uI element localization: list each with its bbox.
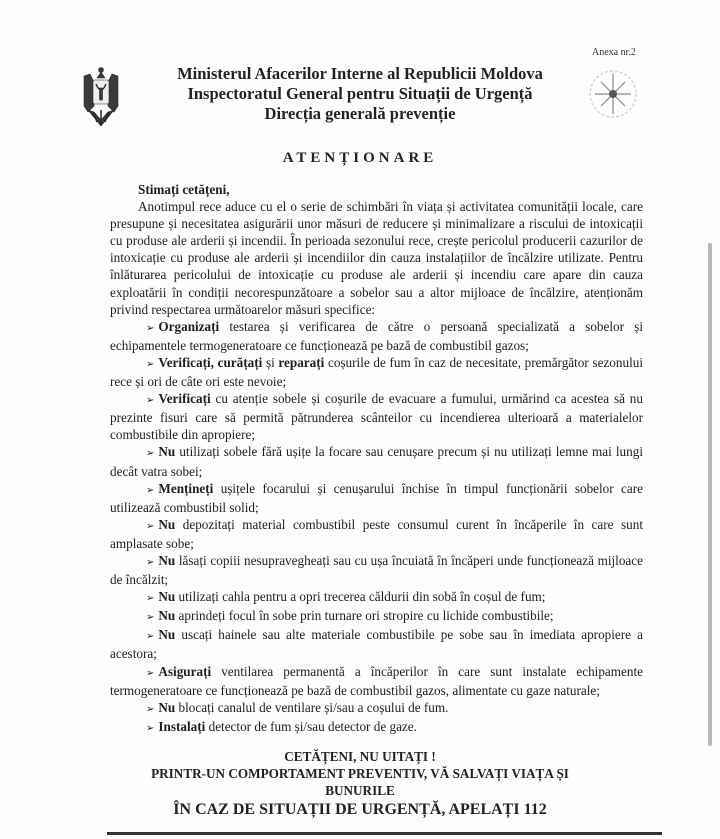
list-item: ➢ Nu uscați hainele sau alte materiale combustibile pe sobe sau în imediata apropiere a acestora; xyxy=(110,627,643,662)
moldova-coat-of-arms-icon xyxy=(82,66,120,128)
list-item: ➢ Nu depozitați material combustibil peste consumul curent în încăperile în care sunt amplasate sobe; xyxy=(110,516,643,551)
list-item: ➢ Nu blocați canalul de ventilare și/sau a coșului de fum. xyxy=(146,699,449,715)
footer-line-emergency-number: ÎN CAZ DE SITUAȚII DE URGENȚĂ, APELAȚI 112 xyxy=(173,801,547,818)
list-item: ➢ Asigurați ventilarea permanentă a încăperilor în care sunt instalate echipamente termogeneratoare ce funcționează pe bază de combustibil gazos, alimentate cu gaze naturale; xyxy=(110,663,643,698)
footer-line-reminder: CETĂȚENI, NU UITAȚI ! xyxy=(284,749,436,764)
inspectorate-name: Inspectoratul General pentru Situații de Urgență xyxy=(187,84,533,103)
list-item: ➢ Verificați, curățați și reparați coșurile de fum în caz de necesitate, premărgător sezonului rece și ori de câte ori este nevoie; xyxy=(110,354,643,390)
arrow-bullet-icon: ➢ xyxy=(146,322,155,334)
ministry-name: Ministerul Afacerilor Interne al Republicii Moldova xyxy=(177,64,543,83)
arrow-bullet-icon: ➢ xyxy=(146,722,155,734)
list-item: ➢ Nu utilizați sobele fără ușițe la focare sau cenușare precum și nu utilizați lemne mai lungi decât vatra sobei; xyxy=(110,444,643,479)
intro-paragraph: Anotimpul rece aduce cu el o serie de schimbări în viața și activitatea comunității locale, care presupune și necesitatea asigurării unor măsuri de reducere și minimalizare a riscului de intoxicații cu produse ale arderii și incendii. În perioada sezonului rece, crește pericolul producerii cazurilor de intoxicație cu produse ale arderii și incendiilor din cauza instalațiilor de încălzire utilizate. Pentru înlăturarea pericolului de intoxicație cu produse ale arderii și incendiu care apare din cauza exploatării în condiții necorespunzătoare a sobelor sau a altor mijloace de încălzire, atenționăm privind respectarea următoarelor măsuri specifice: xyxy=(110,199,643,317)
annex-label: Anexa nr.2 xyxy=(592,47,636,58)
list-item: ➢ Verificați cu atenție sobele și coșurile de evacuare a fumului, urmărind ca acestea să nu prezinte fisuri care să permită pătrunderea scânteilor cu incendierea ulterioară a materialelor combustibile din apropiere; xyxy=(110,391,643,443)
arrow-bullet-icon: ➢ xyxy=(146,631,155,643)
arrow-bullet-icon: ➢ xyxy=(146,612,155,624)
arrow-bullet-icon: ➢ xyxy=(146,520,155,532)
page-title: ATENȚIONARE xyxy=(282,150,438,166)
arrow-bullet-icon: ➢ xyxy=(146,703,155,715)
list-item: ➢ Instalați detector de fum și/sau detector de gaze. xyxy=(146,718,417,734)
arrow-bullet-icon: ➢ xyxy=(146,556,155,568)
document-body xyxy=(110,181,643,737)
footer-line-property: BUNURILE xyxy=(325,783,395,798)
list-item: ➢ Nu lăsați copiii nesupravegheați sau cu ușa încuiată în încăperi unde funcționează mijloace de încălzit; xyxy=(110,552,643,588)
directorate-name: Direcția generală prevenție xyxy=(264,104,456,123)
list-item: ➢ Mențineți ușițele focarului și cenușarului închise în timpul funcționării sobelor care utilizează combustibil solid; xyxy=(110,480,643,515)
arrow-bullet-icon: ➢ xyxy=(146,667,155,679)
arrow-bullet-icon: ➢ xyxy=(146,395,155,407)
arrow-bullet-icon: ➢ xyxy=(146,358,155,370)
footer-line-preventive: PRINTR-UN COMPORTAMENT PREVENTIV, VĂ SALVAȚI VIAȚA ȘI xyxy=(151,766,569,781)
arrow-bullet-icon: ➢ xyxy=(146,484,155,496)
list-item: ➢ Nu aprindeți focul în sobe prin turnare ori stropire cu lichide combustibile; xyxy=(146,608,554,624)
arrow-bullet-icon: ➢ xyxy=(146,448,155,460)
footer-warning xyxy=(0,748,720,821)
arrow-bullet-icon: ➢ xyxy=(146,593,155,605)
greeting: Stimați cetățeni, xyxy=(138,182,230,197)
institution-header xyxy=(130,64,590,124)
bottom-divider xyxy=(107,832,662,835)
list-item: ➢ Nu utilizați cahla pentru a opri trecerea căldurii din sobă în coșul de fum; xyxy=(146,589,546,605)
list-item: ➢ Organizați testarea și verificarea de către o persoană specializată a sobelor și echipamentele termogeneratoare ce funcționează pe bază de combustibil gazos; xyxy=(110,318,643,353)
igsu-star-emblem-icon xyxy=(587,68,639,120)
vertical-scrollbar[interactable] xyxy=(708,243,712,746)
